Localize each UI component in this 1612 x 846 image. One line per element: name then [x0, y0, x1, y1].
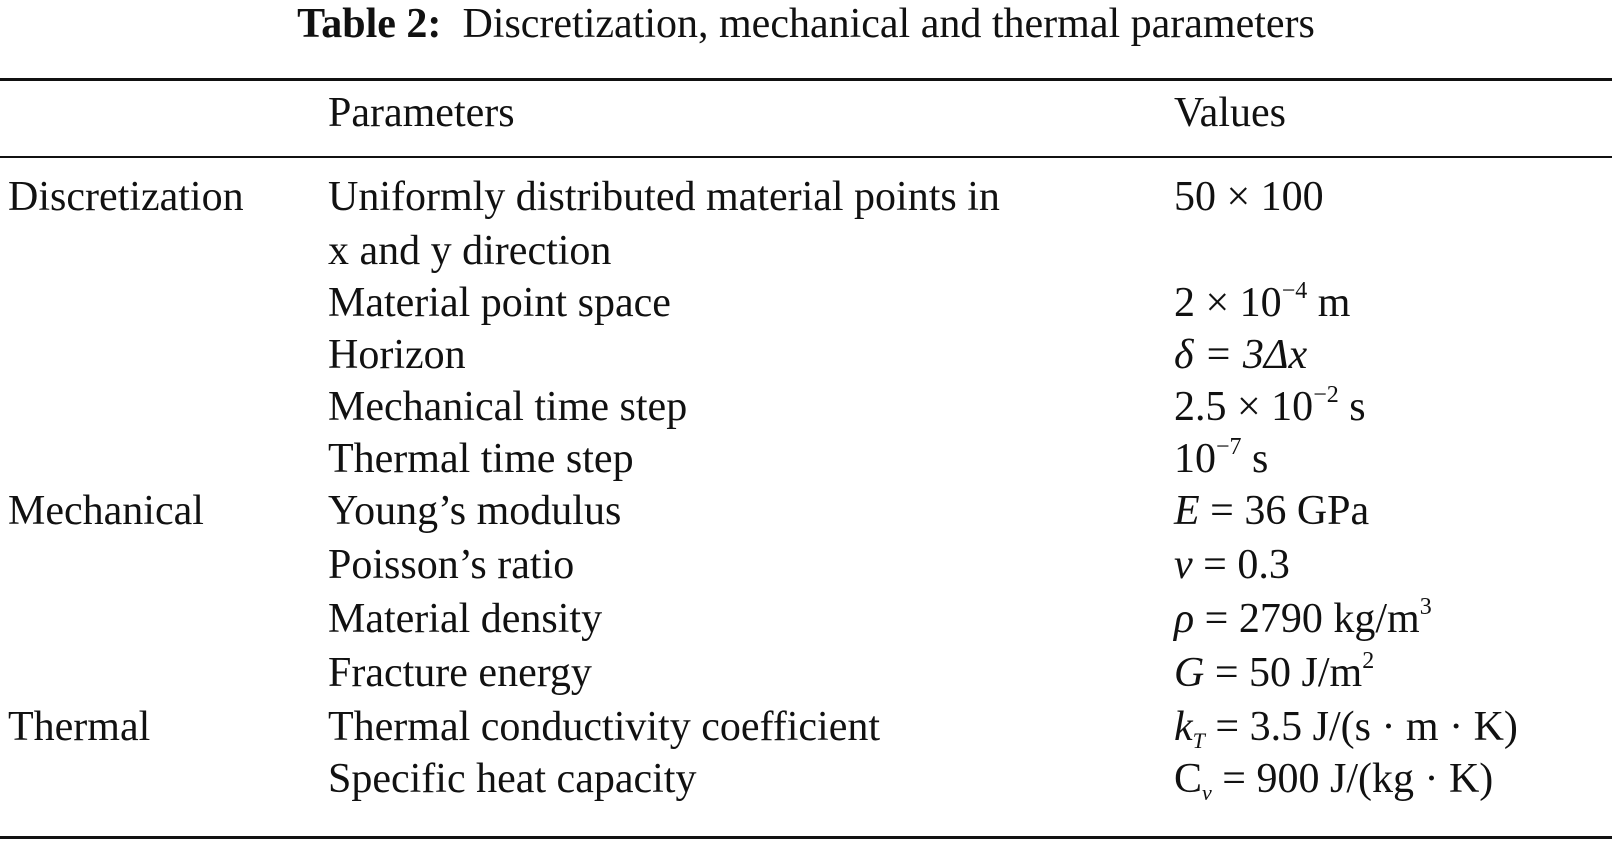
value-cell: δ = 3Δx: [1174, 332, 1308, 378]
value-cell: $k_T = 3.5$ J/(s · m · K): [1174, 704, 1518, 753]
caption-label: Table 2:: [297, 1, 442, 47]
parameter-cell: Material point space: [328, 280, 671, 326]
header-parameters: Parameters: [328, 90, 515, 136]
header-values: Values: [1174, 90, 1286, 136]
bottom-rule: [0, 836, 1612, 839]
value-cell: ρ = 2790 $kg/m^3$: [1174, 594, 1432, 642]
value-cell: E = 36 GPa: [1174, 488, 1370, 534]
parameter-cell: Thermal conductivity coefficient: [328, 704, 881, 750]
value-cell: ν = 0.3: [1174, 542, 1290, 588]
parameter-cell-continued: x and y direction: [328, 228, 612, 274]
top-rule: [0, 78, 1612, 81]
value-cell: $2.5 \times 10^{-2}$ s: [1174, 382, 1366, 430]
parameter-cell: Horizon: [328, 332, 466, 378]
parameter-cell: Poisson’s ratio: [328, 542, 575, 588]
parameter-cell: Specific heat capacity: [328, 756, 697, 802]
group-mechanical: Mechanical: [8, 488, 204, 534]
caption-text: Discretization, mechanical and thermal parameters: [462, 1, 1315, 47]
parameter-cell: Material density: [328, 596, 603, 642]
table-caption: [0, 0, 1612, 48]
parameter-cell: Mechanical time step: [328, 384, 688, 430]
group-discretization: Discretization: [8, 174, 244, 220]
parameter-cell: Young’s modulus: [328, 488, 622, 534]
group-thermal: Thermal: [8, 704, 151, 750]
value-cell: $C_v = 900$ J/(kg · K): [1174, 756, 1494, 805]
parameter-cell: Thermal time step: [328, 436, 634, 482]
value-cell: $10^{-7}$ s: [1174, 434, 1269, 482]
value-cell: 50 × 100: [1174, 174, 1324, 220]
header-rule: [0, 156, 1612, 158]
parameter-cell: Uniformly distributed material points in: [328, 174, 1000, 220]
value-cell: G = 50 $J/m^2$: [1174, 648, 1375, 696]
value-cell: $2 \times 10^{-4}$ m: [1174, 278, 1351, 326]
parameter-cell: Fracture energy: [328, 650, 592, 696]
